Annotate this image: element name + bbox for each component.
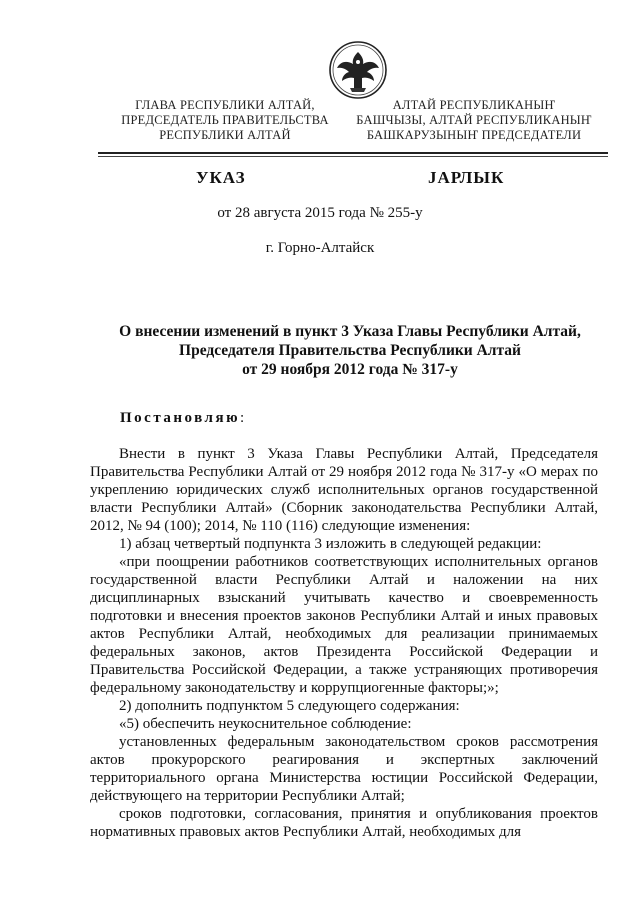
- resolve-heading: [120, 410, 244, 427]
- body-paragraph: «при поощрении работников соответствующих исполнительных органов государственной власти Республики Алтай и наложении на них дисциплинарных взысканий учитывать качество и своевременность подготовки и внесения проектов законов Республики Алтай и иных правовых актов Республики Алтай, необходимых для реализации принимаемых федеральных законов, актов Президента Российской Федерации и Правительства Российской Федерации, а также устраняющих противоречия федеральному законодательству и коррупциогенные факторы;»;: [90, 554, 598, 696]
- decree-title: [90, 322, 610, 379]
- resolve-colon: :: [240, 410, 245, 426]
- header-left-line: ПРЕДСЕДАТЕЛЬ ПРАВИТЕЛЬСТВА: [121, 113, 329, 127]
- republic-emblem-icon: [328, 40, 388, 100]
- body-paragraph: 2) дополнить подпунктом 5 следующего содержания:: [119, 698, 460, 714]
- header-right-line: БАШЧЫЗЫ, АЛТАЙ РЕСПУБЛИКАНЫҤ: [356, 113, 592, 127]
- body-paragraph: установленных федеральным законодательством сроков рассмотрения актов прокурорского реагирования и экспертных заключений территориального органа Министерства юстиции Российской Федерации, действующего на территории Республики Алтай;: [90, 734, 598, 804]
- header-divider-thin: [98, 156, 608, 157]
- header-divider-thick: [98, 152, 608, 154]
- resolve-word: Постановляю: [120, 410, 241, 426]
- decree-body: [90, 445, 598, 841]
- body-paragraph: Внести в пункт 3 Указа Главы Республики Алтай, Председателя Правительства Республики Алтай от 29 ноября 2012 года № 317-у «О мерах по укреплению юридических служб исполнительных органов государственной власти Республики Алтай» (Сборник законодательства Республики Алтай, 2012, № 94 (100); 2014, № 110 (116) следующие изменения:: [90, 446, 598, 534]
- decree-title-line: О внесении изменений в пункт 3 Указа Главы Республики Алтай,: [119, 323, 581, 340]
- decree-title-line: от 29 ноября 2012 года № 317-у: [242, 361, 458, 378]
- body-paragraph: «5) обеспечить неукоснительное соблюдение:: [119, 716, 412, 732]
- doc-type-altai: JАРЛЫК: [428, 168, 505, 187]
- header-right-line: АЛТАЙ РЕСПУБЛИКАНЫҤ: [392, 98, 556, 112]
- header-left-line: ГЛАВА РЕСПУБЛИКИ АЛТАЙ,: [135, 98, 315, 112]
- decree-date-number: от 28 августа 2015 года № 255-у: [217, 205, 423, 221]
- header-right-line: БАШКАРУЗЫНЫҤ ПРЕДСЕДАТЕЛИ: [366, 128, 582, 142]
- decree-city: г. Горно-Алтайск: [265, 240, 375, 256]
- doc-type-russian: УКАЗ: [196, 168, 246, 187]
- header-right-block: [350, 98, 598, 143]
- header-left-line: РЕСПУБЛИКИ АЛТАЙ: [159, 128, 291, 142]
- header-left-block: [118, 98, 332, 143]
- decree-title-line: Председателя Правительства Республики Алтай: [179, 342, 521, 359]
- body-paragraph: сроков подготовки, согласования, принятия и опубликования проектов нормативных правовых актов Республики Алтай, необходимых для: [90, 806, 598, 840]
- body-paragraph: 1) абзац четвертый подпункта 3 изложить в следующей редакции:: [119, 536, 542, 552]
